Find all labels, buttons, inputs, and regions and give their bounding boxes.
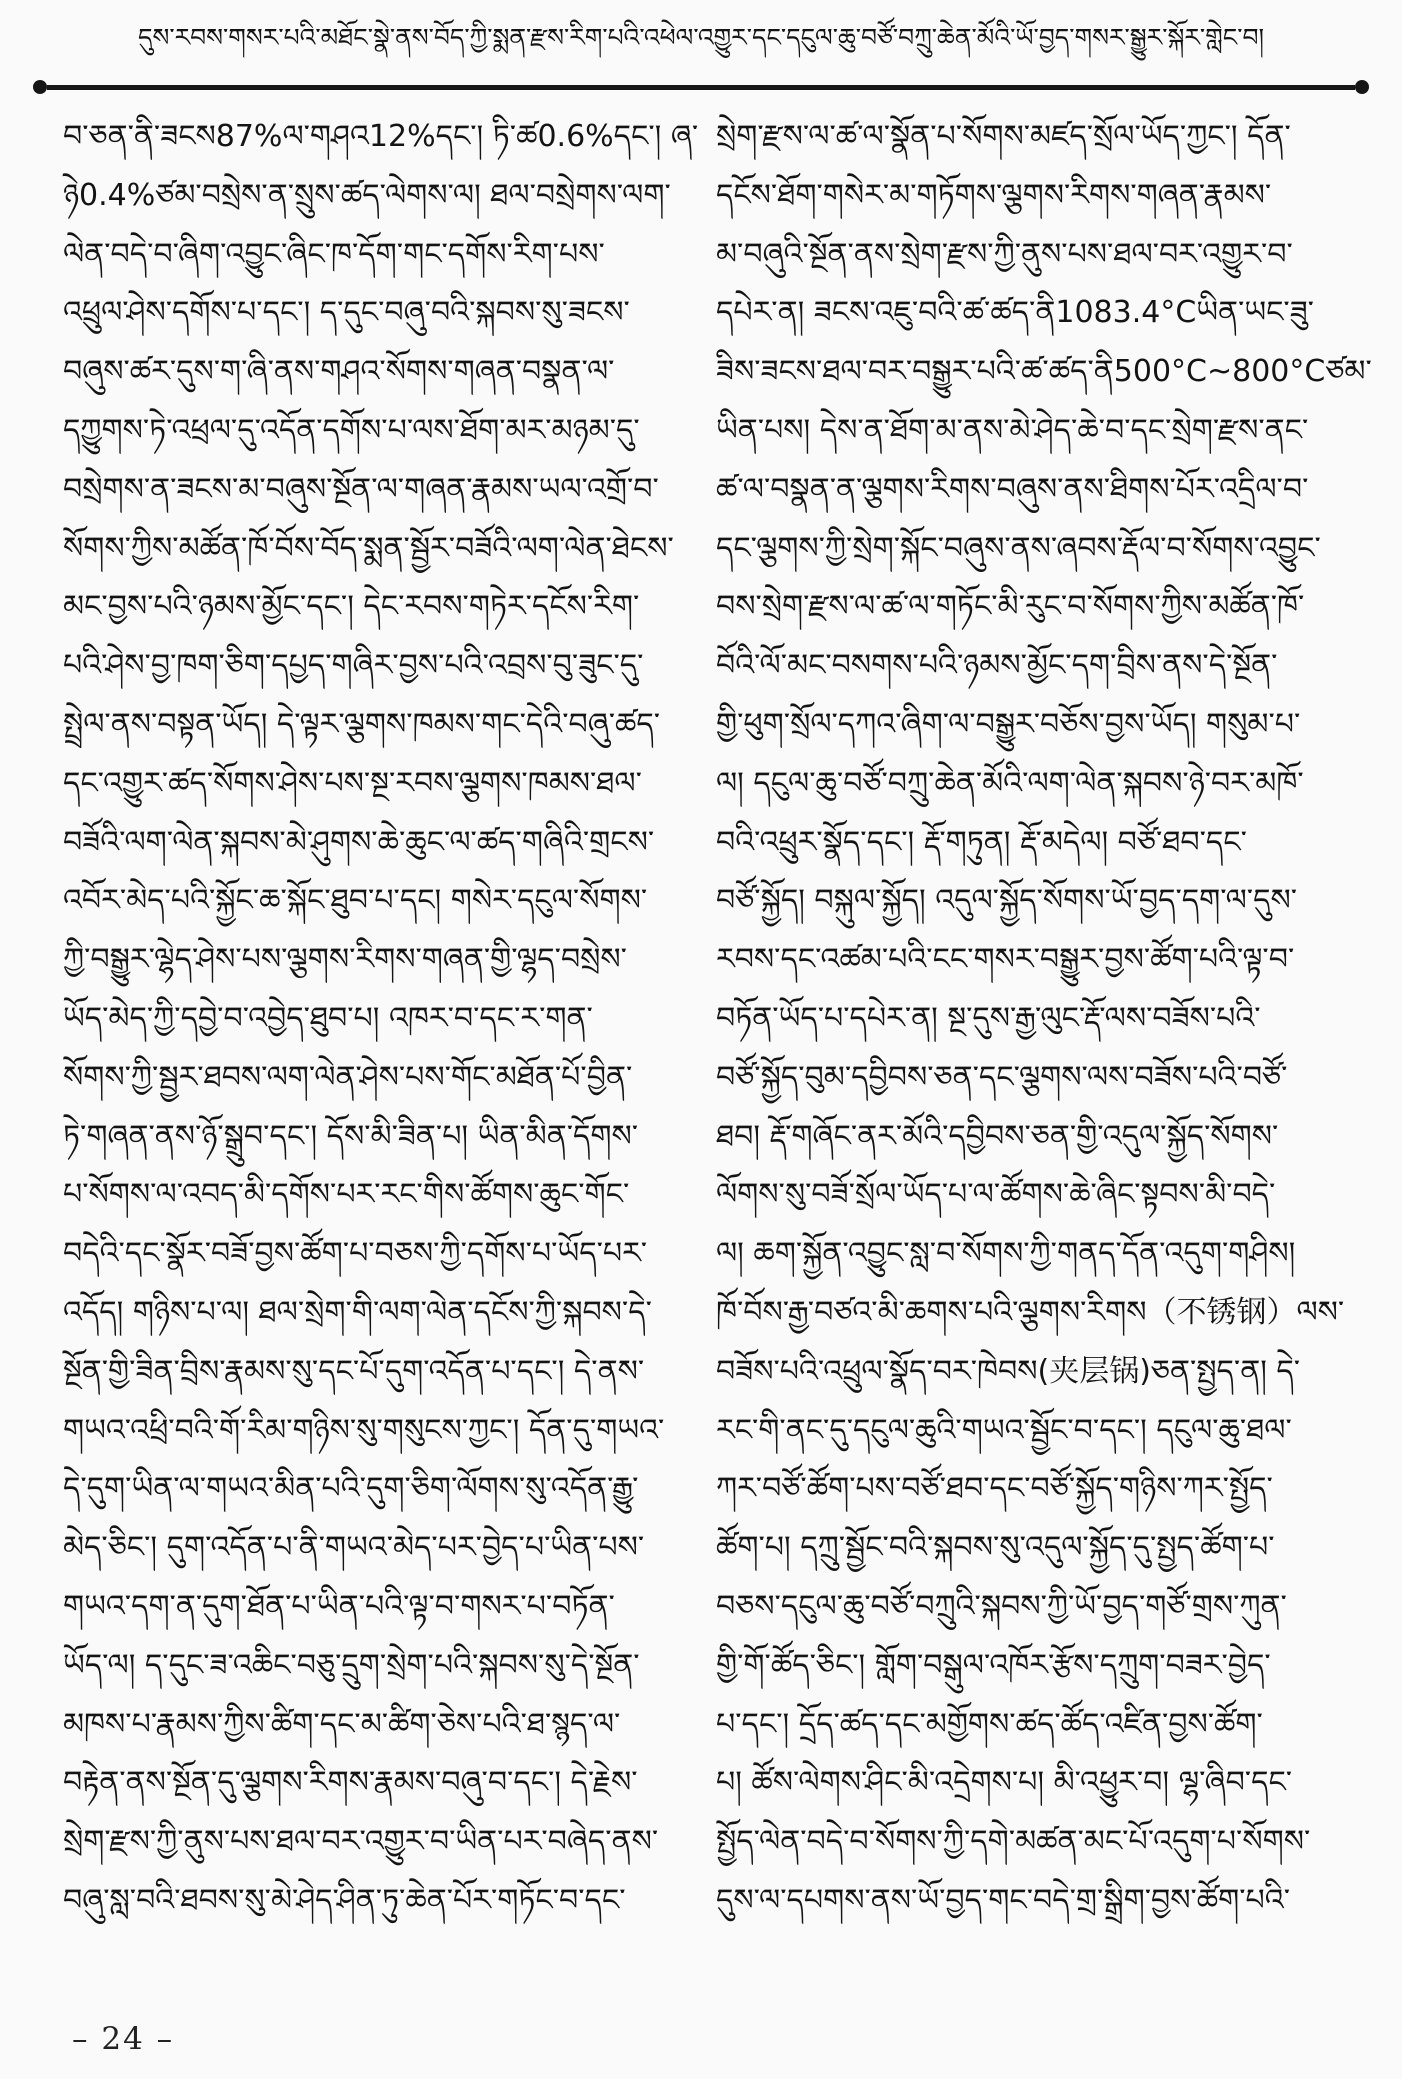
text-line: དེ་དུག་ཡིན་ལ་གཡའ་མིན་པའི་དུག་ཅིག་ལོགས་སུ་འདོན་རྒྱུ་ [63, 1471, 639, 1507]
text-line: སྤྲེལ་ནས་བསྟན་ཡོད། དེ་ལྟར་ལྕགས་ཁམས་གང་དེའི་བཞུ་ཚད་ [63, 706, 661, 742]
text-line: རང་གི་ནང་དུ་དངུལ་ཆུའི་གཡའ་སྦྱོང་བ་དང་། དངུལ་ཆུ་ཐལ་ [716, 1412, 1292, 1448]
text-line: བརྟེན་ནས་སྔོན་དུ་ལྕགས་རིགས་རྣམས་བཞུ་བ་དང་། དེ་རྗེས་ [63, 1765, 638, 1801]
text-line: མཁས་པ་རྣམས་ཀྱིས་ཚིག་དང་མ་ཚིག་ཅེས་པའི་ཐ་སྙད་ལ་ [63, 1706, 621, 1742]
text-line: སྔོན་གྱི་ཟིན་བྲིས་རྣམས་སུ་དང་པོ་དུག་འདོན་པ་དང་། དེ་ནས་ [63, 1353, 645, 1389]
text-line: དཔེར་ན། ཟངས་འཇུ་བའི་ཚ་ཚད་ནི1083.4°Cཡིན་ཡང་ཟུ་ [716, 295, 1314, 331]
text-line: དུས་ལ་དཔགས་ནས་ཡོ་བྱད་གང་བདེ་གྲ་སྒྲིག་བྱས་ཚོག་པའི་ [716, 1882, 1290, 1918]
text-line: བཏོན་ཡོད་པ་དཔེར་ན། སྔ་དུས་རྒྱ་ལུང་རྡོ་ལས་བཟོས་པའི་ [716, 1000, 1261, 1036]
text-line: སྤྱོད་ལེན་བདེ་བ་སོགས་ཀྱི་དགེ་མཚན་མང་པོ་འདུག་པ་སོགས་ [716, 1824, 1311, 1860]
text-line: ལ། ཆག་སྐྱོན་འབྱུང་སླ་བ་སོགས་ཀྱི་གནད་དོན་འདུག་གཤིས། [716, 1236, 1296, 1272]
text-line: བཞུ་སླ་བའི་ཐབས་སུ་མེ་ཤེད་ཤིན་ཏུ་ཆེན་པོར་གཏོང་བ་དང་ [63, 1882, 626, 1918]
text-line: པའི་ཤེས་བྱ་ཁག་ཅིག་དཔྱད་གཞིར་བྱས་པའི་འབྲས་བུ་ཟུང་དུ་ [63, 648, 644, 684]
text-line: པ། ཚོས་ལེགས་ཤིང་མི་འདྲེགས་པ། མི་འཕྱུར་བ། ལྷ་ཞིབ་དང་ [716, 1765, 1293, 1801]
text-line: པ་དང་། དྲོད་ཚད་དང་མགྱོགས་ཚད་ཚོད་འཛིན་བྱས་ཚོག་ [716, 1706, 1263, 1742]
divider-right-dot [1355, 80, 1369, 94]
text-line: ཏེ་གཞན་ནས་ཉོ་སྒྲུབ་དང་། དོས་མི་ཟིན་པ། ཡིན་མིན་དོགས་ [63, 1118, 639, 1154]
text-line: ཀྱི་བསྒྱུར་ལྷེད་ཤེས་པས་ལྕགས་རིགས་གཞན་གྱི་ལྷད་བསྲེས་ [63, 942, 627, 978]
page-header-title: དུས་རབས་གསར་པའི་མཐོང་སྣེ་ནས་བོད་ཀྱི་སྨན་རྫས་རིག་པའི་འཕེལ་འགྱུར་དང་དངུལ་ཆུ་བཙོ་བཀྲུ་ཆེན་མོའི་ཡོ་བྱད་གསར་སྒྱུར་སྐོར་གླེང་བ། [137, 23, 1265, 52]
text-line: མ་བཞུའི་སྔོན་ནས་སྲེག་རྫས་ཀྱི་ནུས་པས་ཐལ་བར་འགྱུར་བ་ [716, 236, 1293, 272]
body-columns [63, 108, 1372, 1931]
text-line: དཀྱུགས་ཏེ་འཕྲལ་དུ་འདོན་དགོས་པ་ལས་ཐོག་མར་མཉམ་དུ་ [63, 412, 640, 448]
text-line: དང་འགྱུར་ཚད་སོགས་ཤེས་པས་སྔ་རབས་ལྕགས་ཁམས་ཐལ་ [63, 765, 642, 801]
text-line: ལེན་བདེ་བ་ཞིག་འབྱུང་ཞིང་ཁ་དོག་གང་དགོས་རིག་པས་ [63, 236, 605, 272]
text-line: ཡིན་པས། དེས་ན་ཐོག་མ་ནས་མེ་ཤེད་ཆེ་བ་དང་སྲེག་རྫས་ནང་ [716, 412, 1309, 448]
text-line: ཁོ་བོས་རྒྱ་བཙའ་མི་ཆགས་པའི་ལྕགས་རིགས（不锈钢）ལས་ [716, 1294, 1345, 1330]
text-line: སོགས་ཀྱིས་མཚོན་ཁོ་བོས་བོད་སྨན་སྦྱོར་བཟོའི་ལག་ལེན་ཐེངས་ [63, 530, 674, 566]
text-line: གྱི་ཕུག་སྲོལ་དཀའ་ཞིག་ལ་བསྒྱུར་བཅོས་བྱས་ཡོད། གསུམ་པ་ [716, 706, 1301, 742]
text-line: དང་ལྕགས་ཀྱི་སྲེག་སྐོང་བཞུས་ནས་ཞབས་རྡོལ་བ་སོགས་འབྱུང་ [716, 530, 1321, 566]
left-column [63, 108, 699, 1931]
text-line: འབོར་མེད་པའི་སྐྱོང་ཆ་སྐོང་ཐུབ་པ་དང། གསེར་དངུལ་སོགས་ [63, 883, 648, 919]
text-line: བཅས་དངུལ་ཆུ་བཙོ་བཀྲུའི་སྐབས་ཀྱི་ཡོ་བྱད་གཙོ་གྲས་ཀུན་ [716, 1588, 1287, 1624]
text-line: འདོད། གཉིས་པ་ལ། ཐལ་སྲེག་གི་ལག་ལེན་དངོས་ཀྱི་སྐབས་དེ་ [63, 1294, 652, 1330]
text-line: བཙོ་སྐྱོད་བུམ་དབྱིབས་ཅན་དང་ལྕགས་ལས་བཟོས་པའི་བཙོ་ [716, 1059, 1288, 1095]
text-line: ཉེ0.4%ཙམ་བསྲེས་ན་སྲུས་ཚད་ལེགས་ལ། ཐལ་བསྲེགས་ལག་ [63, 177, 671, 213]
text-line: བོའི་ལོ་མང་བསགས་པའི་ཉམས་མྱོང་དག་བྲིས་ནས་དེ་སྔོན་ [716, 648, 1278, 684]
text-line: གཡའ་དག་ན་དུག་ཐོན་པ་ཡིན་པའི་ལྟ་བ་གསར་པ་བཏོན་ [63, 1588, 615, 1624]
text-line: མེད་ཅིང་། དུག་འདོན་པ་ནི་གཡའ་མེད་པར་བྱེད་པ་ཡིན་པས་ [63, 1530, 645, 1566]
text-line: ཀར་བཙོ་ཚོག་པས་བཙོ་ཐབ་དང་བཙོ་སྐྱོད་གཉིས་ཀར་སྤྱོད་ [716, 1471, 1273, 1507]
text-line: བའི་འཕྲུར་སྣོད་དང་། རྡོ་གཏུན། རྡོ་མདེལ། བཙོ་ཐབ་དང་ [716, 824, 1247, 860]
text-line: སོགས་ཀྱི་སྦྱར་ཐབས་ལག་ལེན་ཤེས་པས་གོང་མཐོན་པོ་བྱིན་ [63, 1059, 633, 1095]
text-line: གཡའ་འཕྲི་བའི་གོ་རིམ་གཉིས་སུ་གསུངས་ཀྱང་། དོན་དུ་གཡའ་ [63, 1412, 665, 1448]
text-line: ལ། དངུལ་ཆུ་བཙོ་བཀྲུ་ཆེན་མོའི་ལག་ལེན་སྐབས་ཉེ་བར་མཁོ་ [716, 765, 1304, 801]
text-line: བདེའི་དང་སྣོར་བཟོ་བྱས་ཚོག་པ་བཅས་ཀྱི་དགོས་པ་ཡོད་པར་ [63, 1236, 648, 1272]
text-line: སྲེག་རྫས་ཀྱི་ནུས་པས་ཐལ་བར་འགྱུར་བ་ཡིན་པར་བཞེད་ནས་ [63, 1824, 659, 1860]
text-line: བཟོའི་ལག་ལེན་སྐབས་མེ་ཤུགས་ཆེ་ཆུང་ལ་ཚད་གཞིའི་གྲངས་ [63, 824, 655, 860]
text-line: འཕྲུལ་ཤེས་དགོས་པ་དང་། ད་དུང་བཞུ་བའི་སྐབས་སུ་ཟངས་ [63, 295, 630, 331]
text-line: ཟིས་ཟངས་ཐལ་བར་བསྒྱུར་པའི་ཚ་ཚད་ནི500°C~800°Cཙམ་ [716, 354, 1372, 390]
divider-left-dot [33, 80, 47, 94]
text-line: ཚོག་པ། དཀྲུ་སྦྱོང་བའི་སྐབས་སུ་འདུལ་སྐྱོད་དུ་སྤྱད་ཚོག་པ་ [716, 1530, 1275, 1566]
text-line: དངོས་ཐོག་གསེར་མ་གཏོགས་ལྕགས་རིགས་གཞན་རྣམས་ [716, 177, 1272, 213]
text-line: བཙོ་སྐྱོད། བསྐུལ་སྐྱོད། འདུལ་སྐྱོད་སོགས་ཡོ་བྱད་དག་ལ་དུས་ [716, 883, 1298, 919]
page-number: – 24 – [72, 2021, 175, 2057]
text-line: གྱི་གོ་ཚོད་ཅིང་། གློག་བསྒུལ་འཁོར་རྩོས་དཀྲུག་བཟར་བྱེད་ [716, 1647, 1271, 1683]
text-line: ལོགས་སུ་བཟོ་སྲོལ་ཡོད་པ་ལ་ཚོགས་ཆེ་ཞིང་སྟབས་མི་བདེ་ [716, 1177, 1276, 1213]
text-line: ཐབ། རྡོ་གཞོང་ནར་མོའི་དབྱིབས་ཅན་གྱི་འདུལ་སྐྱོད་སོགས་ [716, 1118, 1279, 1154]
divider-bar [47, 85, 1355, 90]
text-line: བས་སྲེག་རྫས་ལ་ཚ་ལ་གཏོང་མི་རུང་བ་སོགས་ཀྱིས་མཚོན་ཁོ་ [716, 589, 1305, 625]
text-line: བཞུས་ཚར་དུས་ག་ཞི་ནས་གཤའ་སོགས་གཞན་བསྣན་ལ་ [63, 354, 615, 390]
right-column [716, 108, 1372, 1931]
text-line: ཚ་ལ་བསྣན་ན་ལྕགས་རིགས་བཞུས་ནས་ཐིགས་པོར་འདྲིལ་བ་ [716, 471, 1309, 507]
text-line: བ་ཅན་ནི་ཟངས87%ལ་གཤའ12%དང་། ཏི་ཚ0.6%དང་། ཞ་ [63, 119, 699, 154]
text-line: བསྲེགས་ན་ཟངས་མ་བཞུས་སྔོན་ལ་གཞན་རྣམས་ཡལ་འགྲོ་བ་ [63, 471, 659, 507]
text-line: སྲེག་རྫས་ལ་ཚ་ལ་སྣོན་པ་སོགས་མཛད་སྲོལ་ཡོད་ཀྱང་། དོན་ [716, 119, 1291, 154]
text-line: བཟོས་པའི་འཕྲུལ་སྣོད་བར་ཁེབས(夹层锅)ཅན་སྤྱད་ན། དེ་ [716, 1353, 1301, 1389]
text-line: ཡོད་ལ། ད་དུང་ཟ་འཆིང་བཅུ་དྲུག་སྲེག་པའི་སྐབས་སུ་དེ་སྔོན་ [63, 1647, 640, 1683]
text-line: པ་སོགས་ལ་འབད་མི་དགོས་པར་རང་གིས་ཚོགས་ཆུང་གོང་ [63, 1177, 630, 1213]
header-divider-rule [33, 80, 1369, 94]
text-line: རབས་དང་འཚམ་པའི་ངང་གསར་བསྒྱུར་བྱས་ཚོག་པའི་ལྟ་བ་ [716, 942, 1295, 978]
text-line: ཡོད་མེད་ཀྱི་དབྱེ་བ་འབྱེད་ཐུབ་པ། འཁར་བ་དང་ར་གན་ [63, 1000, 593, 1036]
text-line: མང་བྱས་པའི་ཉམས་མྱོང་དང་། དེང་རབས་གཏེར་དངོས་རིག་ [63, 589, 640, 625]
